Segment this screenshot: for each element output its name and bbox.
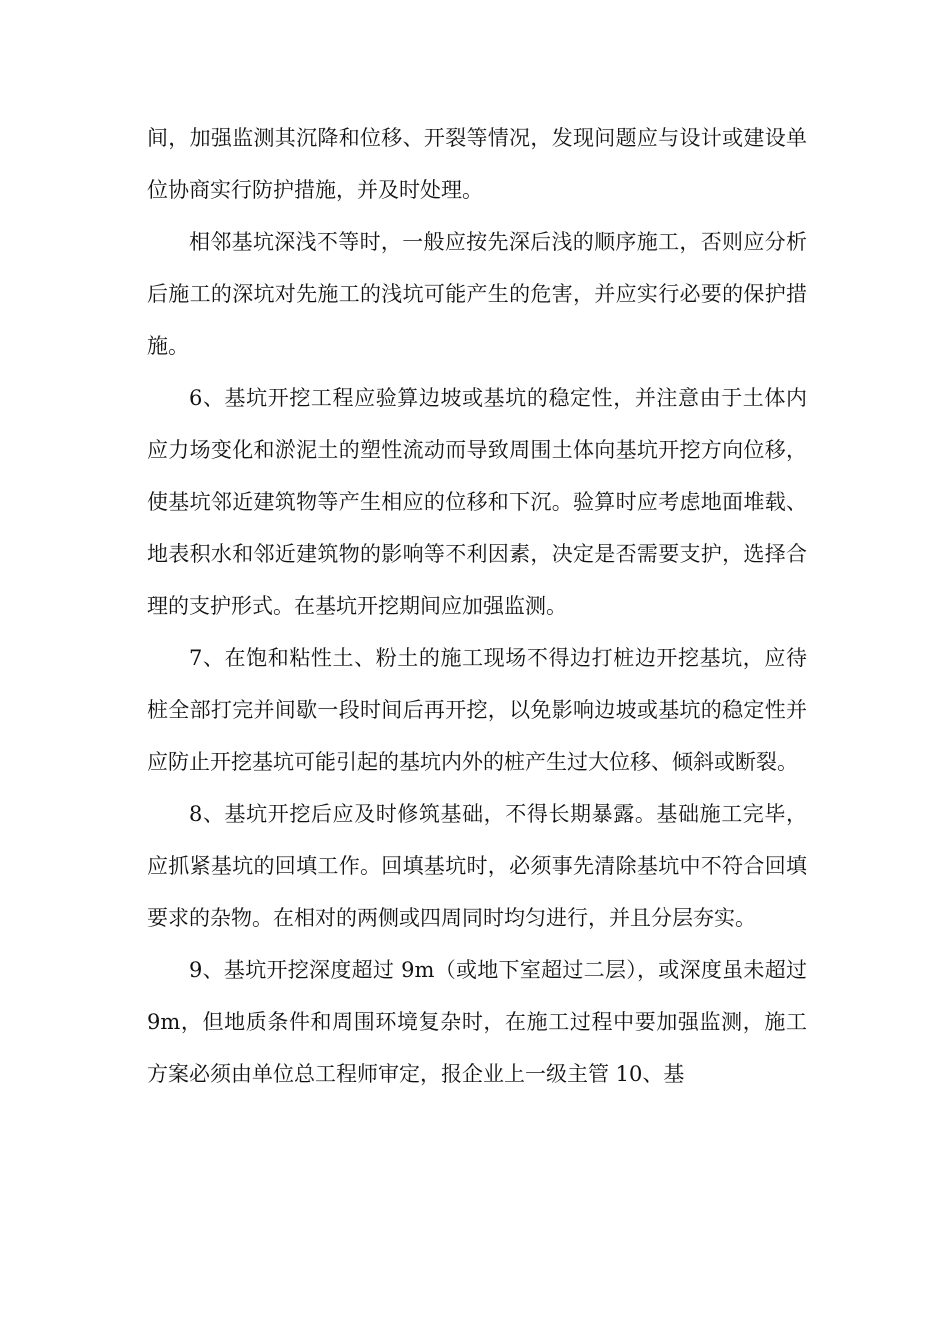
paragraph-item-8: 8、基坑开挖后应及时修筑基础，不得长期暴露。基础施工完毕，应抓紧基坑的回填工作。回填基坑时，必须事先清除基坑中不符合回填要求的杂物。在相对的两侧或四周同时均匀进行，并且分层夯实。 xyxy=(147,802,807,930)
paragraph-adjacent-pits: 相邻基坑深浅不等时，一般应按先深后浅的顺序施工，否则应分析后施工的深坑对先施工的浅坑可能产生的危害，并应实行必要的保护措施。 xyxy=(147,230,807,358)
paragraph-item-9: 9、基坑开挖深度超过 9m（或地下室超过二层），或深度虽未超过 9m，但地质条件和周围环境复杂时，在施工过程中要加强监测，施工方案必须由单位总工程师审定，报企业上一级主管 10、基 xyxy=(147,958,807,1086)
paragraph-item-6: 6、基坑开挖工程应验算边坡或基坑的稳定性，并注意由于土体内应力场变化和淤泥土的塑性流动而导致周围土体向基坑开挖方向位移，使基坑邻近建筑物等产生相应的位移和下沉。验算时应考虑地面堆载、地表积水和邻近建筑物的影响等不利因素，决定是否需要支护，选择合理的支护形式。在基坑开挖期间应加强监测。 xyxy=(147,386,807,618)
paragraph-continuation: 间，加强监测其沉降和位移、开裂等情况，发现问题应与设计或建设单位协商实行防护措施，并及时处理。 xyxy=(147,126,807,202)
paragraph-item-7: 7、在饱和粘性土、粉土的施工现场不得边打桩边开挖基坑，应待桩全部打完并间歇一段时间后再开挖，以免影响边坡或基坑的稳定性并应防止开挖基坑可能引起的基坑内外的桩产生过大位移、倾斜或断裂。 xyxy=(147,646,807,774)
document-body xyxy=(147,112,807,1100)
